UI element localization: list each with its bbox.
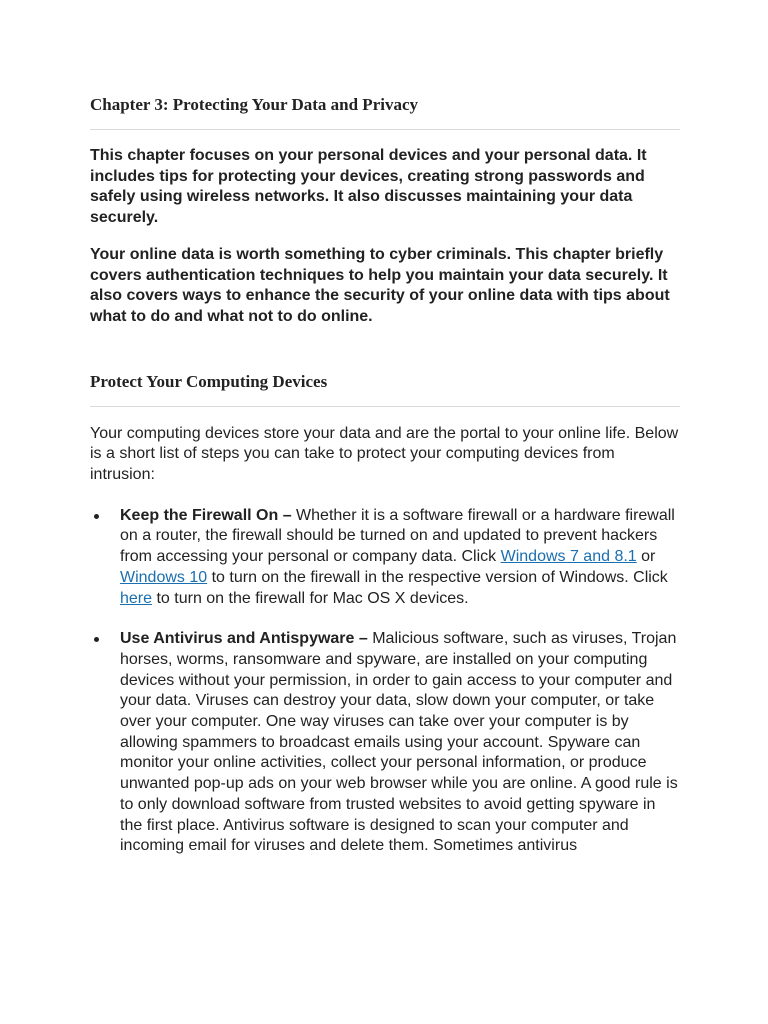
- firewall-text-mac: to turn on the firewall for Mac OS X devices.: [152, 589, 469, 607]
- section-divider: [90, 406, 680, 407]
- firewall-text-windows: to turn on the firewall in the respective version of Windows. Click: [207, 568, 668, 586]
- bullet-icon: [94, 514, 99, 519]
- bullet-icon: [94, 637, 99, 642]
- firewall-term: Keep the Firewall On –: [120, 506, 292, 524]
- section-intro-paragraph: Your computing devices store your data and are the portal to your online life. Below is a short list of steps you can take to protect your computing devices from intrusion:: [90, 424, 679, 484]
- antivirus-term: Use Antivirus and Antispyware –: [120, 630, 368, 648]
- chapter-title: Chapter 3: Protecting Your Data and Privacy: [90, 95, 419, 114]
- chapter-intro-paragraph-1: This chapter focuses on your personal devices and your personal data. It includes tips for protecting your devices, creating strong passwords and safely using wireless networks. It also discusses maintaining your data securely.: [90, 147, 647, 227]
- document-page: [90, 0, 680, 857]
- list-item-antivirus: [90, 629, 680, 857]
- windows-10-link[interactable]: Windows 10: [120, 568, 208, 586]
- windows-7-8-link[interactable]: Windows 7 and 8.1: [500, 548, 637, 566]
- firewall-text-or: or: [636, 548, 656, 566]
- section-title: Protect Your Computing Devices: [90, 371, 328, 391]
- section-header: [90, 371, 680, 407]
- chapter-divider: [90, 129, 680, 130]
- firewall-text: Whether it is a software firewall or a hardware firewall on a router, the firewall should be turned on and updated to prevent hackers from accessing your personal or company data. Click: [120, 506, 675, 566]
- chapter-intro-paragraph-2: Your online data is worth something to cyber criminals. This chapter briefly covers authentication techniques to help you maintain your data securely. It also covers ways to enhance the security of your online data with tips about what to do and what not to do online.: [90, 245, 670, 325]
- mac-firewall-here-link[interactable]: here: [120, 589, 153, 607]
- list-item-firewall: [90, 506, 680, 610]
- tips-list: [90, 506, 680, 857]
- antivirus-text: Malicious software, such as viruses, Trojan horses, worms, ransomware and spyware, are installed on your computing devices without your permission, in order to gain access to your computer and your data. Viruses can destroy your data, slow down your computer, or take over your computer. One way viruses can take over your computer is by allowing spammers to broadcast emails using your account. Spyware can monitor your online activities, collect your personal information, or produce unwanted pop-up ads on your web browser while you are online. A good rule is to only download software from trusted websites to avoid getting spyware in the first place. Antivirus software is designed to scan your computer and incoming email for viruses and delete them. Sometimes antivirus: [120, 630, 678, 855]
